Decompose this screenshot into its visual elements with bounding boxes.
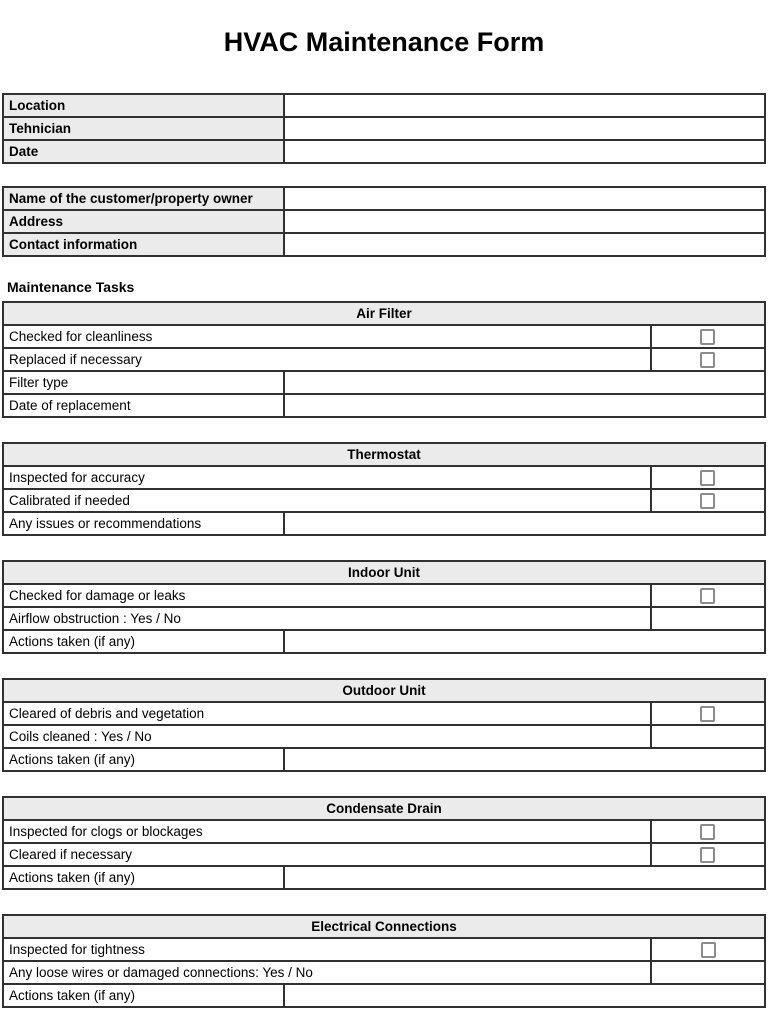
checkbox[interactable] — [700, 824, 715, 840]
task-label: Inspected for tightness — [3, 938, 651, 961]
task-label: Coils cleaned : Yes / No — [3, 725, 651, 748]
field-value[interactable] — [284, 394, 765, 417]
field-value-customer-name[interactable] — [284, 187, 765, 210]
section-indoor-unit — [2, 560, 766, 654]
task-row — [3, 984, 765, 1007]
task-row — [3, 702, 765, 725]
task-row — [3, 325, 765, 348]
field-value-location[interactable] — [284, 94, 765, 117]
field-value-contact[interactable] — [284, 233, 765, 256]
field-label: Actions taken (if any) — [3, 984, 284, 1007]
hvac-maintenance-form — [2, 24, 766, 1008]
page-title: HVAC Maintenance Form — [223, 27, 545, 57]
section-title: Condensate Drain — [3, 797, 765, 820]
checkbox[interactable] — [701, 942, 716, 958]
task-row — [3, 371, 765, 394]
table-row — [3, 210, 765, 233]
task-label: Inspected for clogs or blockages — [3, 820, 651, 843]
section-header-row — [3, 443, 765, 466]
field-value[interactable] — [284, 630, 765, 653]
field-value[interactable] — [284, 984, 765, 1007]
task-row — [3, 348, 765, 371]
checkbox[interactable] — [700, 470, 715, 486]
checkbox-cell — [651, 702, 765, 725]
field-label: Actions taken (if any) — [3, 748, 284, 771]
checkbox[interactable] — [700, 493, 715, 509]
section-title: Air Filter — [3, 302, 765, 325]
checkbox[interactable] — [700, 847, 715, 863]
field-label: Actions taken (if any) — [3, 866, 284, 889]
section-thermostat — [2, 442, 766, 536]
checkbox-cell — [651, 820, 765, 843]
section-header-row — [3, 915, 765, 938]
field-label-location: Location — [3, 94, 284, 117]
task-row — [3, 512, 765, 535]
checkbox-cell — [651, 938, 765, 961]
field-label-date: Date — [3, 140, 284, 163]
section-air-filter — [2, 301, 766, 418]
task-row — [3, 725, 765, 748]
section-header-row — [3, 679, 765, 702]
task-label: Inspected for accuracy — [3, 466, 651, 489]
field-label-contact: Contact information — [3, 233, 284, 256]
section-title: Outdoor Unit — [3, 679, 765, 702]
field-value[interactable] — [284, 371, 765, 394]
table-row — [3, 94, 765, 117]
section-title: Electrical Connections — [3, 915, 765, 938]
task-row — [3, 866, 765, 889]
section-header-row — [3, 561, 765, 584]
checkbox[interactable] — [700, 588, 715, 604]
answer-cell[interactable] — [651, 961, 765, 984]
checkbox-cell — [651, 489, 765, 512]
section-title: Thermostat — [3, 443, 765, 466]
field-value-address[interactable] — [284, 210, 765, 233]
section-title: Indoor Unit — [3, 561, 765, 584]
section-header-row — [3, 797, 765, 820]
task-label: Any loose wires or damaged connections: Yes / No — [3, 961, 651, 984]
task-row — [3, 630, 765, 653]
checkbox[interactable] — [700, 352, 715, 368]
section-condensate-drain — [2, 796, 766, 890]
task-row — [3, 584, 765, 607]
checkbox[interactable] — [700, 706, 715, 722]
field-label: Date of replacement — [3, 394, 284, 417]
field-label: Any issues or recommendations — [3, 512, 284, 535]
task-label: Cleared of debris and vegetation — [3, 702, 651, 725]
task-row — [3, 961, 765, 984]
task-row — [3, 466, 765, 489]
checkbox[interactable] — [700, 329, 715, 345]
checkbox-cell — [651, 348, 765, 371]
field-label: Actions taken (if any) — [3, 630, 284, 653]
task-row — [3, 394, 765, 417]
task-row — [3, 489, 765, 512]
task-row — [3, 748, 765, 771]
field-label: Filter type — [3, 371, 284, 394]
field-label-customer-name: Name of the customer/property owner — [3, 187, 284, 210]
task-label: Calibrated if needed — [3, 489, 651, 512]
field-value[interactable] — [284, 748, 765, 771]
answer-cell[interactable] — [651, 725, 765, 748]
table-row — [3, 233, 765, 256]
task-row — [3, 843, 765, 866]
checkbox-cell — [651, 584, 765, 607]
task-row — [3, 820, 765, 843]
section-outdoor-unit — [2, 678, 766, 772]
task-row — [3, 938, 765, 961]
table-row — [3, 117, 765, 140]
checkbox-cell — [651, 466, 765, 489]
checkbox-cell — [651, 325, 765, 348]
field-value-date[interactable] — [284, 140, 765, 163]
task-label: Checked for cleanliness — [3, 325, 651, 348]
task-label: Cleared if necessary — [3, 843, 651, 866]
task-label: Checked for damage or leaks — [3, 584, 651, 607]
section-header-row — [3, 302, 765, 325]
task-label: Airflow obstruction : Yes / No — [3, 607, 651, 630]
field-label-address: Address — [3, 210, 284, 233]
maintenance-tasks-heading: Maintenance Tasks — [7, 279, 135, 295]
table-row — [3, 140, 765, 163]
visit-info-table — [2, 93, 766, 164]
table-row — [3, 187, 765, 210]
field-value[interactable] — [284, 512, 765, 535]
field-value[interactable] — [284, 866, 765, 889]
section-electrical-connections — [2, 914, 766, 1008]
checkbox-cell — [651, 843, 765, 866]
field-label-technician: Tehnician — [3, 117, 284, 140]
task-label: Replaced if necessary — [3, 348, 651, 371]
task-row — [3, 607, 765, 630]
answer-cell[interactable] — [651, 607, 765, 630]
field-value-technician[interactable] — [284, 117, 765, 140]
customer-info-table — [2, 186, 766, 257]
